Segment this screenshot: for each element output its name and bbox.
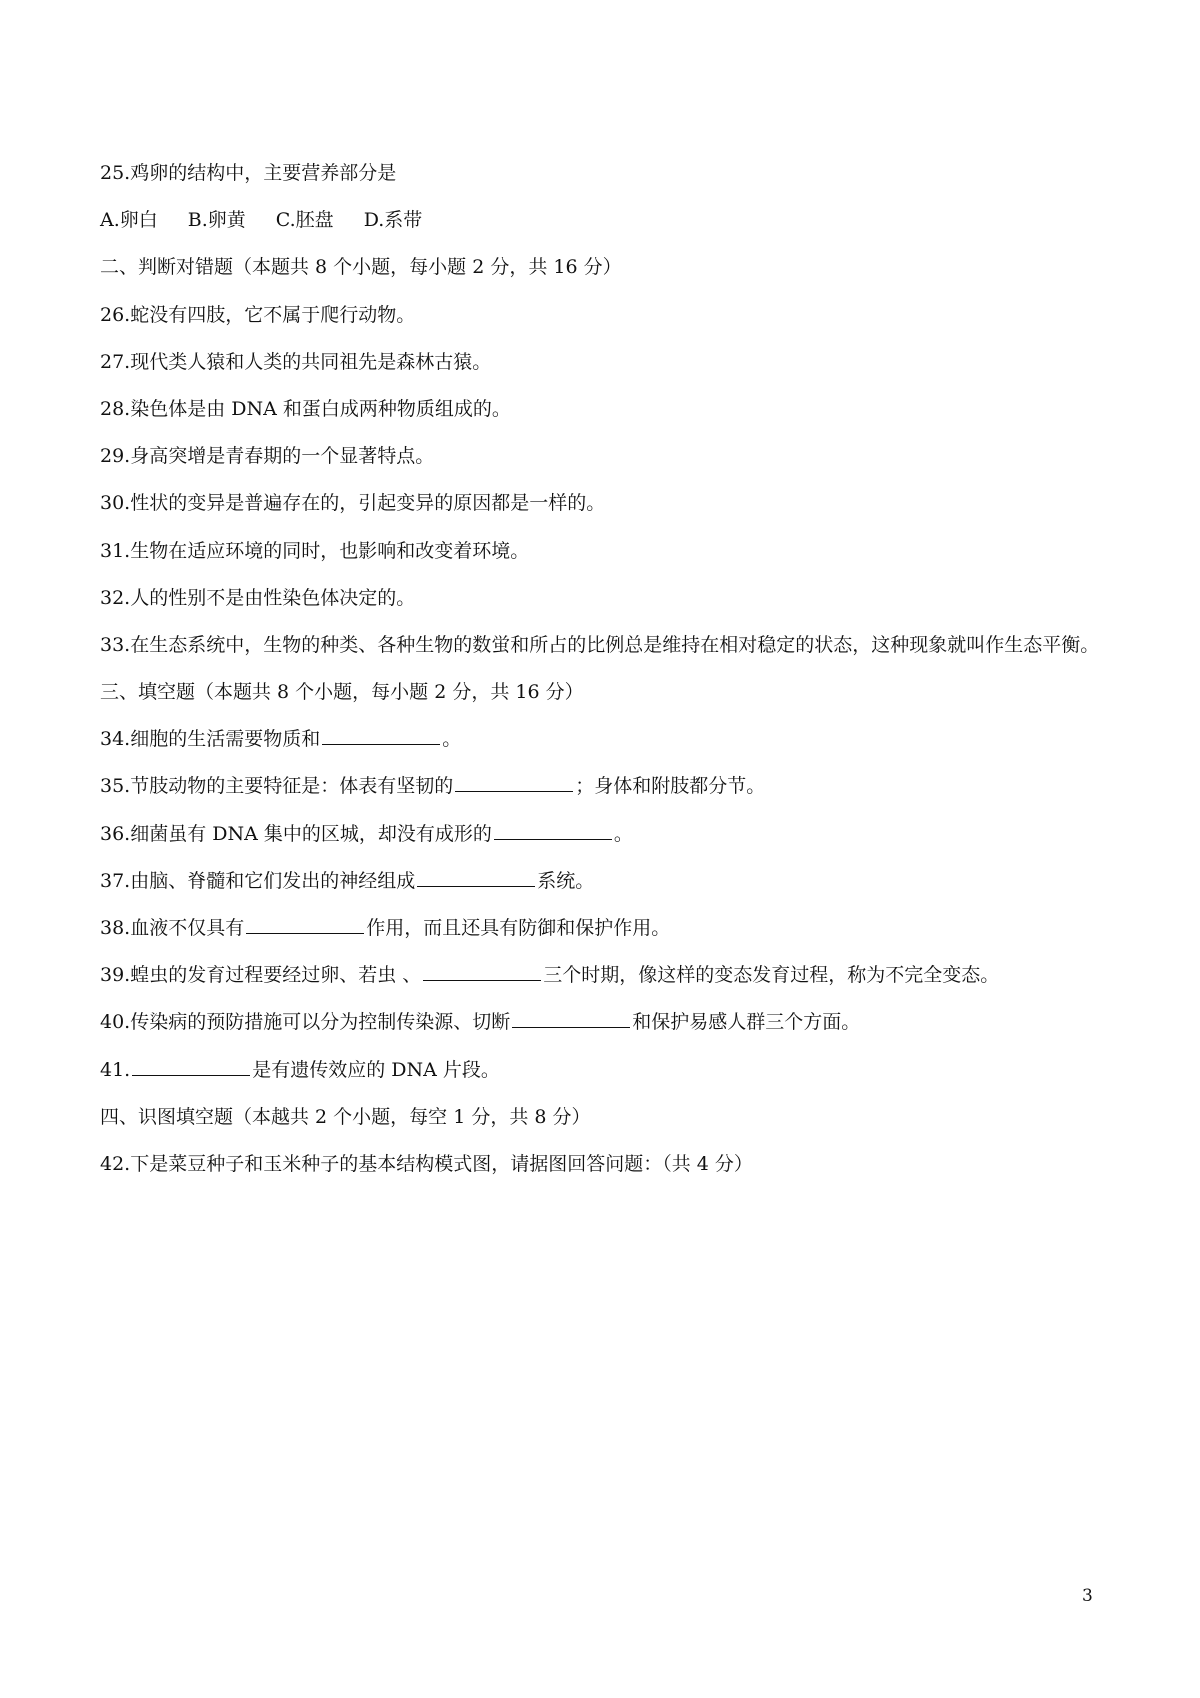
question-32: 32.人的性别不是由性染色体决定的。 (100, 586, 416, 609)
answer-blank (132, 1056, 250, 1076)
option-b: B.卵黄 (187, 209, 246, 232)
section-heading-true-false: 二、判断对错题（本题共 8 个小题，每小题 2 分，共 16 分） (100, 256, 622, 279)
question-25-options (100, 197, 1110, 244)
section-heading-fill-blank: 三、填空题（本题共 8 个小题，每小题 2 分，共 16 分） (100, 681, 584, 704)
question-40: 40.传染病的预防措施可以分为控制传染源、切断 和保护易感人群三个方面。 (100, 999, 1110, 1046)
question-35: 35.节肢动物的主要特征是：体表有坚韧的 ；身体和附肢都分节。 (100, 763, 1110, 810)
answer-blank (455, 772, 573, 792)
answer-blank (512, 1008, 630, 1028)
option-c: C.胚盘 (275, 209, 334, 232)
question-36: 36.细菌虽有 DNA 集中的区城，却没有成形的 。 (100, 811, 1110, 858)
question-31: 31.生物在适应环境的同时，也影响和改变着环境。 (100, 539, 530, 562)
question-34: 34.细胞的生活需要物质和 。 (100, 716, 1110, 763)
option-d: D.系带 (363, 209, 423, 232)
question-25: 25.鸡卵的结构中，主要营养部分是 (100, 162, 397, 184)
question-38: 38.血液不仅具有 作用，而且还具有防御和保护作用。 (100, 905, 1110, 952)
question-41: 41. 是有遗传效应的 DNA 片段。 (100, 1047, 1110, 1094)
question-37: 37.由脑、脊髓和它们发出的神经组成 系统。 (100, 858, 1110, 905)
question-42: 42.下是菜豆种子和玉米种子的基本结构模式图，请据图回答问题：（共 4 分） (100, 1152, 753, 1175)
answer-blank (494, 820, 612, 840)
question-28: 28.染色体是由 DNA 和蛋白成两种物质组成的。 (100, 397, 511, 420)
section-heading-diagram: 四、识图填空题（本越共 2 个小题，每空 1 分，共 8 分） (100, 1105, 591, 1128)
page-number: 3 (1082, 1586, 1093, 1606)
answer-blank (322, 725, 440, 745)
question-27: 27.现代类人猿和人类的共同祖先是森林古猿。 (100, 350, 492, 373)
question-29: 29.身高突增是青春期的一个显著特点。 (100, 445, 435, 468)
question-30: 30.性状的变异是普遍存在的，引起变异的原因都是一样的。 (100, 492, 606, 515)
page-content (100, 150, 1110, 1188)
answer-blank (423, 961, 541, 981)
answer-blank (417, 867, 535, 887)
answer-blank (246, 914, 364, 934)
question-39: 39.蝗虫的发育过程要经过卵、若虫 、 三个时期，像这样的变态发育过程，称为不完全变态。 (100, 952, 1110, 999)
option-a: A.卵白 (100, 209, 158, 232)
question-33: 33.在生态系统中，生物的种类、各种生物的数蛍和所占的比例总是维持在相对稳定的状态，这种现象就叫作生态平衡。 (100, 633, 1100, 656)
question-26: 26.蛇没有四肢，它不属于爬行动物。 (100, 303, 416, 326)
